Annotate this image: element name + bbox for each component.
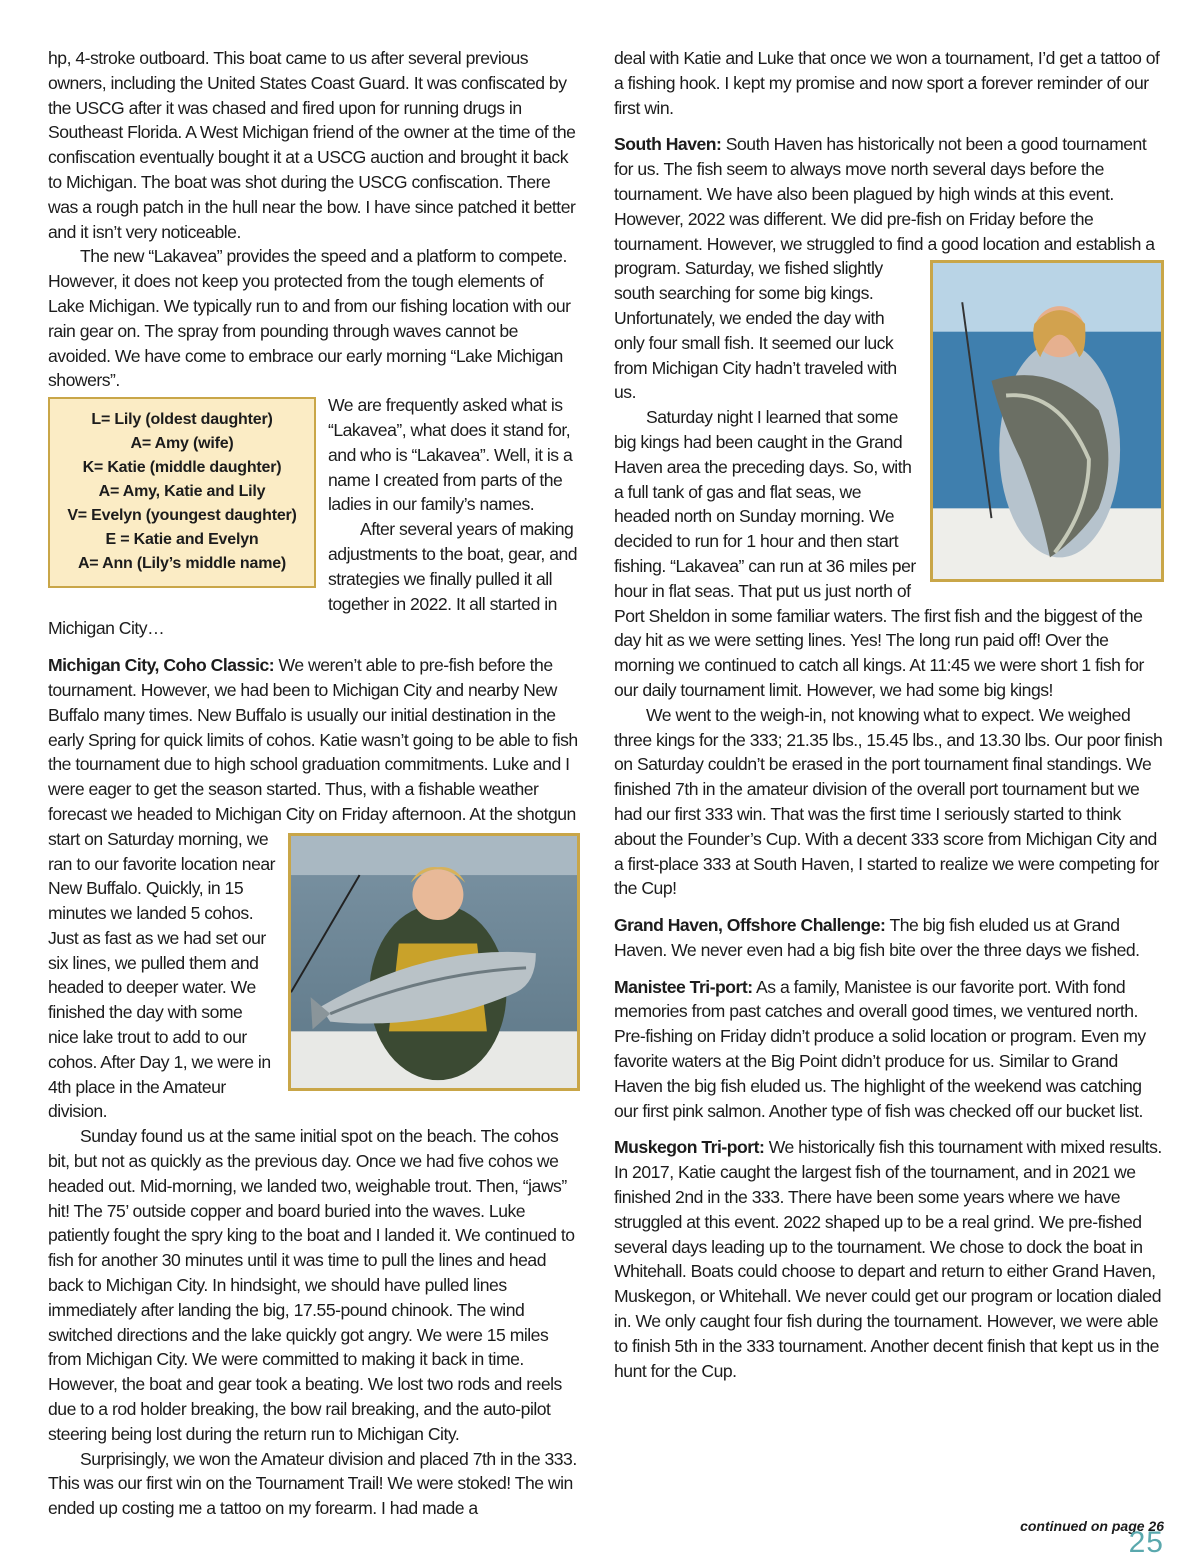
- paragraph: Saturday night I learned that some big kings had been caught in the Grand Haven area the preceding days. So, with a full tank of gas and flat seas, we headed north on Sunday morning. We decided to run for 1 hour and then start fishing. “Lakavea” can run at 36 miles per hour in flat seas. That put us just north of Port Sheldon in some familiar waters. The first fish and the biggest of the day hit as we were setting lines. Yes! The long run paid off! Over the morning we continued to catch all kings. At 11:45 we were short 1 fish for our daily tournament limit. However, we had some big kings!: [614, 407, 1144, 700]
- boy-salmon-image: [291, 836, 577, 1088]
- legend-line: A= Ann (Lily’s middle name): [77, 555, 287, 573]
- photo-boy-with-salmon: [288, 833, 580, 1091]
- paragraph: We went to the weigh-in, not knowing what to expect. We weighed three kings for the 333; 21.35 lbs., 15.45 lbs., and 13.30 lbs. Our poor finish on Saturday couldn’t be erased in the port tournament final standings. We finished 7th in the amateur division of the overall port tournament but we had our first 333 win. That was the first time I seriously started to think about the Founder’s Cup. With a decent 333 score from Michigan City and a first-place 333 at South Haven, I started to realize we were competing for the Cup!: [614, 704, 1163, 899]
- legend-line: A= Amy, Katie and Lily: [98, 483, 266, 501]
- left-column: [48, 46, 580, 1521]
- legend-line: L= Lily (oldest daughter): [91, 411, 273, 429]
- legend-line: K= Katie (middle daughter): [82, 459, 282, 477]
- legend-line: E = Katie and Evelyn: [105, 531, 259, 549]
- name-legend-box: [48, 397, 316, 588]
- page-number: 25: [1128, 1526, 1164, 1559]
- paragraph: We are frequently asked what is “Lakavea”, what does it stand for, and who is “Lakavea”. Well, it is a name I created from parts of the ladies in our family’s names.: [328, 395, 573, 515]
- section-text: As a family, Manistee is our favorite port. With fond memories from past catches and overall good times, we ventured north. Pre-fishing on Friday didn’t produce a solid location or program. Even my favorite waters at the Big Point didn’t produce for us. Similar to Grand Haven the big fish eluded us. The highlight of the weekend was catching our first pink salmon. Another type of fish was checked off our bucket list.: [614, 976, 1146, 1121]
- section-text: We historically fish this tournament with mixed results. In 2017, Katie caught the largest fish of the tournament, and in 2021 we finished 2nd in the 333. There have been some years where we have struggled at this event. 2022 shaped up to be a real grind. We pre-fished several days leading up to the tournament. We chose to dock the boat in Whitehall. Boats could choose to depart and return to either Grand Haven, Muskegon, or Whitehall. We never could get our program or location dialed in. We only caught four fish during the tournament. However, we were able to finish 5th in the 333 tournament. Another decent finish that kept us in the hunt for the Cup.: [614, 1137, 1162, 1381]
- paragraph: hp, 4-stroke outboard. This boat came to us after several previous owners, including the United States Coast Guard. It was confiscated by the USCG after it was chased and fired upon for running drugs in Southeast Florida. A West Michigan friend of the owner at the time of the confiscation eventually bought it at a USCG auction and brought it back to Michigan. The boat was shot during the USCG confiscation. There was a rough patch in the hull near the bow. I have since patched it better and it isn’t very noticeable.: [48, 48, 576, 242]
- right-column: [614, 46, 1164, 1383]
- section-grand-haven: [614, 913, 1164, 963]
- section-text: The big fish eluded us at Grand Haven. We never even had a big fish bite over the three days we fished.: [614, 915, 1140, 960]
- legend-line: V= Evelyn (youngest daughter): [67, 507, 297, 525]
- paragraph: Surprisingly, we won the Amateur division and placed 7th in the 333. This was our first win on the Tournament Trail! We were stoked! The win ended up costing me a tattoo on my forearm. I had made a: [48, 1448, 577, 1519]
- section-heading: Grand Haven, Offshore Challenge:: [614, 915, 886, 936]
- continued-note: continued on page 26: [1020, 1518, 1164, 1534]
- paragraph: After several years of making adjustments to the boat, gear, and strategies we finally pulled it all together in 2022. It all started in Michigan City…: [48, 519, 578, 639]
- section-michigan-city: [48, 653, 580, 1124]
- section-south-haven: [614, 132, 1164, 405]
- legend-line: A= Amy (wife): [130, 435, 234, 453]
- paragraph: Sunday found us at the same initial spot on the beach. The cohos bit, but not as quickly as the previous day. Once we had five cohos we headed out. Mid-morning, we landed two, weighable trout. Then, “jaws” hit! The 75’ outside copper and board buried into the waves. Luke patiently fought the spry king to the boat and I landed it. We continued to fish for another 30 minutes until it was time to pull the lines and head back to Michigan City. In hindsight, we should have pulled lines immediately after landing the big, 17.55-pound chinook. The wind switched directions and the lake quickly got angry. We were 15 miles from Michigan City. We were committed to making it back in time. However, the boat and gear took a beating. We lost two rods and reels due to a rod holder breaking, the bow rail breaking, and the auto-pilot steering being lost during the return run to Michigan City.: [48, 1126, 575, 1444]
- section-text: South Haven has historically not been a good tournament for us. The fish seem to always move north several days before the tournament. We have also been plagued by high winds at this event. However, 2022 was different. We did pre-fish on Friday before the tournament. However, we struggled to find a good location and establish a program. Saturday, we fished slightly south searching for some big kings. Unfortunately, we ended the day with only four small fish. It seemed our luck from Michigan City hadn’t traveled with us.: [614, 134, 1155, 402]
- section-heading: Manistee Tri-port:: [614, 976, 753, 997]
- section-text: We weren’t able to pre-fish before the tournament. However, we had been to Michigan City and nearby New Buffalo many times. New Buffalo is usually our initial destination in the early Spring for quick limits of cohos. Katie wasn’t going to be able to fish the tournament due to high school graduation commitments. Luke and I were eager to get the season started. Thus, with a fishable weather forecast we headed to Michigan City on Friday afternoon. At the shotgun start on Saturday morning, we ran to our favorite location near New Buffalo. Quickly, in 15 minutes we landed 5 cohos. Just as fast as we had set our six lines, we pulled them and headed to deeper water. We finished the day with some nice lake trout to add to our cohos. After Day 1, we were in 4th place in the Amateur division.: [48, 655, 578, 1121]
- section-muskegon: [614, 1135, 1164, 1383]
- girl-salmon-image: [933, 263, 1161, 579]
- paragraph: The new “Lakavea” provides the speed and a platform to compete. However, it does not keep you protected from the tough elements of Lake Michigan. We typically run to and from our fishing location with our rain gear on. The spray from pounding through waves cannot be avoided. We have come to embrace our early morning “Lake Michigan showers”.: [48, 246, 571, 391]
- section-manistee: [614, 975, 1164, 1124]
- section-heading: South Haven:: [614, 134, 722, 155]
- paragraph: deal with Katie and Luke that once we won a tournament, I’d get a tattoo of a fishing hook. I kept my promise and now sport a forever reminder of our first win.: [614, 48, 1160, 118]
- section-heading: Muskegon Tri-port:: [614, 1137, 765, 1158]
- photo-girl-with-king-salmon: [930, 260, 1164, 582]
- section-heading: Michigan City, Coho Classic:: [48, 655, 275, 676]
